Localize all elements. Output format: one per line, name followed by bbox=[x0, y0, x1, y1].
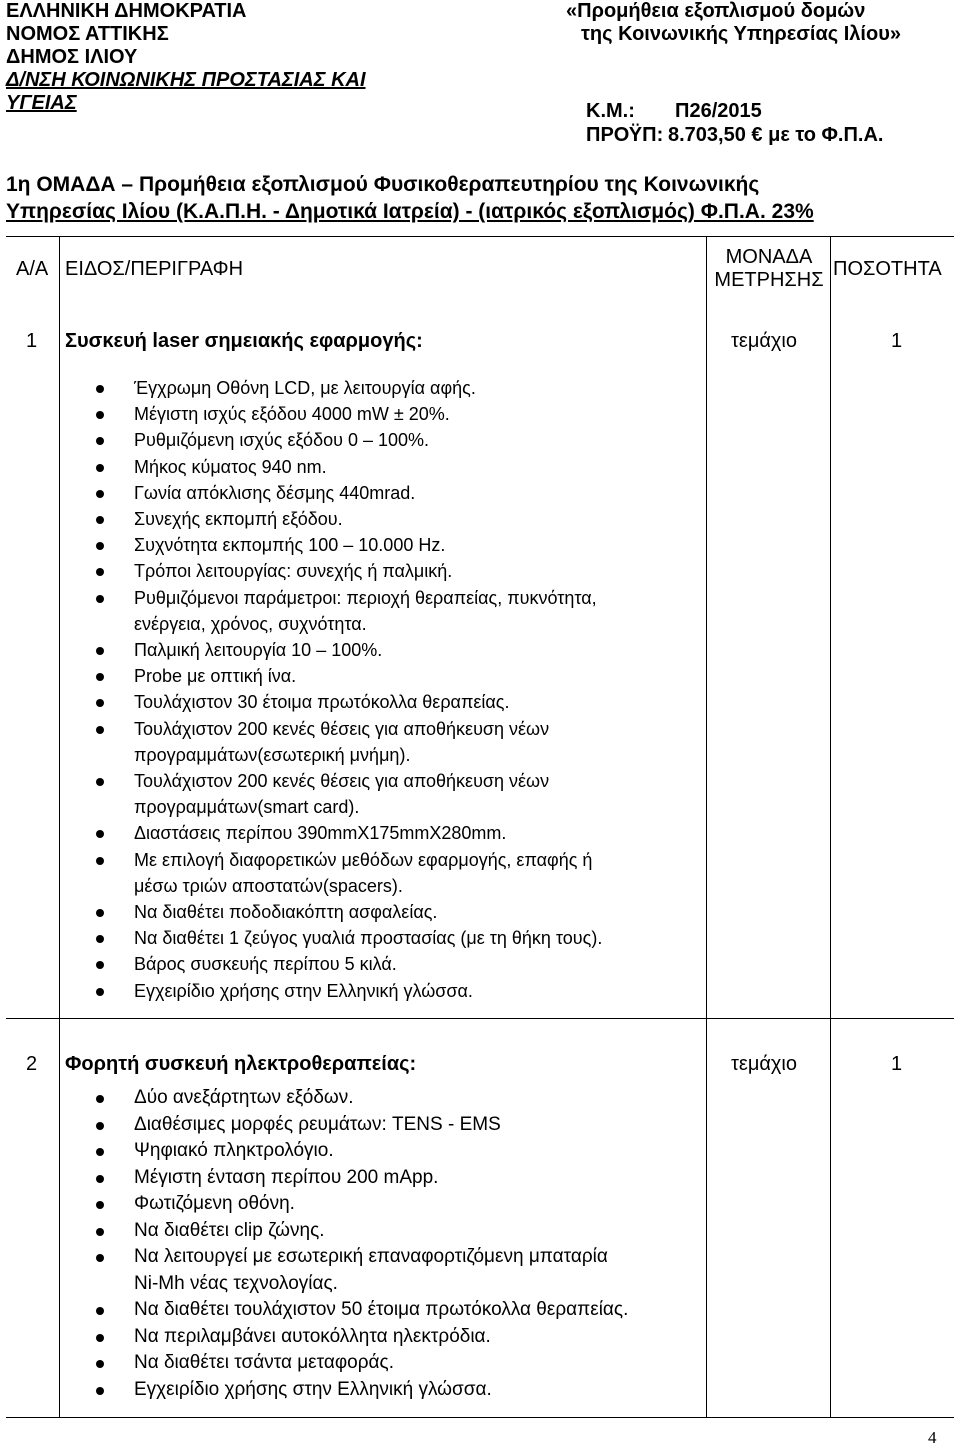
unit-header-line: ΜΕΤΡΗΣΗΣ bbox=[714, 269, 824, 291]
project-title-line: «Προμήθεια εξοπλισμού δομών bbox=[566, 0, 866, 22]
table-top-border bbox=[6, 236, 954, 237]
budget-label: ΠΡΟΫΠ: bbox=[586, 124, 664, 146]
item-name: Συσκευή laser σημειακής εφαρμογής: bbox=[65, 330, 423, 352]
column-header-aa: Α/Α bbox=[16, 258, 49, 280]
spec-item-continuation: Ni-Mh νέας τεχνολογίας. bbox=[134, 1272, 338, 1294]
item-unit: τεμάχιο bbox=[731, 330, 797, 352]
item-spec-list bbox=[96, 375, 602, 1004]
column-header-description: ΕΙΔΟΣ/ΠΕΡΙΓΡΑΦΗ bbox=[65, 258, 244, 280]
spec-item-continuation: μέσω τριών αποστατών(spacers). bbox=[134, 875, 403, 896]
spec-item: Να διαθέτει 1 ζεύγος γυαλιά προστασίας (με τη θήκη τους). bbox=[96, 925, 602, 951]
item-name: Φορητή συσκευή ηλεκτροθεραπείας: bbox=[65, 1053, 417, 1075]
spec-item: Να διαθέτει clip ζώνης. bbox=[96, 1218, 628, 1245]
spec-item: Συνεχής εκπομπή εξόδου. bbox=[96, 506, 602, 532]
spec-item: Διαστάσεις περίπου 390mmX175mmX280mm. bbox=[96, 820, 602, 846]
column-header-unit bbox=[710, 246, 828, 292]
column-divider bbox=[59, 236, 60, 1417]
spec-item: Τουλάχιστον 200 κενές θέσεις για αποθήκευση νέων bbox=[96, 768, 602, 794]
group-title-line: Υπηρεσίας Ιλίου (Κ.Α.Π.Η. - Δημοτικά Ιατρεία) - (ιατρικός εξοπλισμός) Φ.Π.Α. 23% bbox=[6, 200, 814, 223]
spec-item: Probe με οπτική ίνα. bbox=[96, 663, 602, 689]
spec-item: Ρυθμιζόμενη ισχύς εξόδου 0 – 100%. bbox=[96, 427, 602, 453]
spec-item: Μέγιστη ισχύς εξόδου 4000 mW ± 20%. bbox=[96, 401, 602, 427]
spec-item: Μήκος κύματος 940 nm. bbox=[96, 454, 602, 480]
item-quantity: 1 bbox=[891, 1053, 903, 1075]
spec-item: Μέγιστη ένταση περίπου 200 mApp. bbox=[96, 1165, 628, 1192]
item-unit: τεμάχιο bbox=[731, 1053, 797, 1075]
item-number: 1 bbox=[26, 330, 38, 352]
row-separator bbox=[6, 1018, 954, 1019]
item-quantity: 1 bbox=[891, 330, 903, 352]
spec-item: Τουλάχιστον 200 κενές θέσεις για αποθήκευση νέων bbox=[96, 716, 602, 742]
spec-item: Φωτιζόμενη οθόνη. bbox=[96, 1191, 628, 1218]
page-number: 4 bbox=[928, 1428, 937, 1447]
group-title bbox=[6, 171, 814, 225]
km-label: Κ.Μ.: bbox=[586, 100, 635, 122]
column-header-quantity: ΠΟΣΟΤΗΤΑ bbox=[833, 258, 942, 280]
spec-item: Να λειτουργεί με εσωτερική επαναφορτιζόμενη μπαταρία bbox=[96, 1244, 628, 1271]
spec-item: Τουλάχιστον 30 έτοιμα πρωτόκολλα θεραπείας. bbox=[96, 689, 602, 715]
spec-item: Δύο ανεξάρτητων εξόδων. bbox=[96, 1085, 628, 1112]
spec-item: Να διαθέτει τουλάχιστον 50 έτοιμα πρωτόκολλα θεραπείας. bbox=[96, 1297, 628, 1324]
spec-item: Να διαθέτει τσάντα μεταφοράς. bbox=[96, 1350, 628, 1377]
column-divider bbox=[830, 236, 831, 1417]
item-spec-list bbox=[96, 1085, 628, 1403]
unit-header-line: ΜΟΝΑΔΑ bbox=[725, 246, 813, 268]
spec-item: Ψηφιακό πληκτρολόγιο. bbox=[96, 1138, 628, 1165]
spec-item-continuation: ενέργεια, χρόνος, συχνότητα. bbox=[134, 613, 367, 634]
spec-item: Με επιλογή διαφορετικών μεθόδων εφαρμογής, επαφής ή bbox=[96, 847, 602, 873]
column-divider bbox=[706, 236, 707, 1417]
project-title-line: της Κοινωνικής Υπηρεσίας Ιλίου» bbox=[581, 23, 901, 45]
issuer-line: ΔΗΜΟΣ ΙΛΙΟΥ bbox=[6, 46, 138, 68]
spec-item: Εγχειρίδιο χρήσης στην Ελληνική γλώσσα. bbox=[96, 1377, 628, 1404]
spec-item: Ρυθμιζόμενοι παράμετροι: περιοχή θεραπείας, πυκνότητα, bbox=[96, 585, 602, 611]
project-block bbox=[556, 0, 901, 46]
spec-item-continuation: προγραμμάτων(smart card). bbox=[134, 797, 360, 818]
spec-item: Γωνία απόκλισης δέσμης 440mrad. bbox=[96, 480, 602, 506]
km-value: Π26/2015 bbox=[675, 100, 762, 122]
spec-item: Συχνότητα εκπομπής 100 – 10.000 Hz. bbox=[96, 532, 602, 558]
issuer-block bbox=[6, 0, 366, 115]
spec-item: Να περιλαμβάνει αυτοκόλλητα ηλεκτρόδια. bbox=[96, 1324, 628, 1351]
group-title-line: 1η ΟΜΑΔΑ – Προμήθεια εξοπλισμού Φυσικοθεραπευτηρίου της Κοινωνικής bbox=[6, 173, 760, 196]
budget-value: 8.703,50 € με το Φ.Π.Α. bbox=[668, 124, 884, 146]
item-number: 2 bbox=[26, 1053, 38, 1075]
issuer-line: ΥΓΕΙΑΣ bbox=[6, 92, 77, 114]
spec-item: Παλμική λειτουργία 10 – 100%. bbox=[96, 637, 602, 663]
issuer-line: ΕΛΛΗΝΙΚΗ ΔΗΜΟΚΡΑΤΙΑ bbox=[6, 0, 247, 22]
spec-item: Βάρος συσκευής περίπου 5 κιλά. bbox=[96, 951, 602, 977]
spec-item: Τρόποι λειτουργίας: συνεχής ή παλμική. bbox=[96, 558, 602, 584]
spec-item: Διαθέσιμες μορφές ρευμάτων: TENS - EMS bbox=[96, 1112, 628, 1139]
table-bottom-border bbox=[6, 1417, 954, 1418]
spec-item-continuation: προγραμμάτων(εσωτερική μνήμη). bbox=[134, 744, 411, 765]
issuer-line: ΝΟΜΟΣ ΑΤΤΙΚΗΣ bbox=[6, 23, 169, 45]
spec-item: Να διαθέτει ποδοδιακόπτη ασφαλείας. bbox=[96, 899, 602, 925]
spec-item: Εγχειρίδιο χρήσης στην Ελληνική γλώσσα. bbox=[96, 978, 602, 1004]
spec-item: Έγχρωμη Οθόνη LCD, με λειτουργία αφής. bbox=[96, 375, 602, 401]
issuer-line: Δ/ΝΣΗ ΚΟΙΝΩΝΙΚΗΣ ΠΡΟΣΤΑΣΙΑΣ ΚΑΙ bbox=[6, 69, 366, 91]
